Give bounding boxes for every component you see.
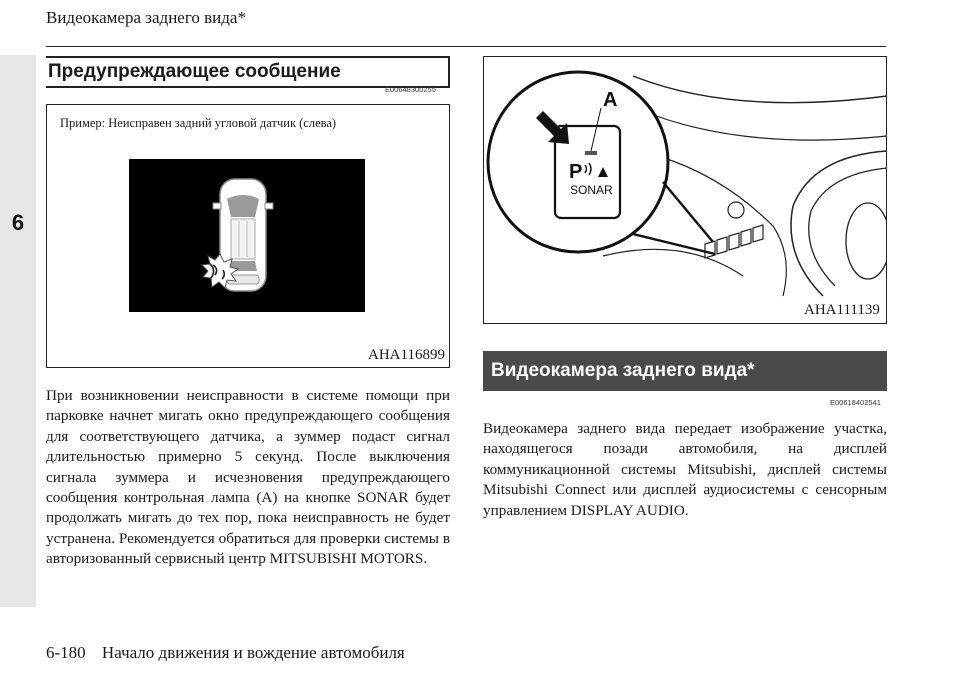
camera-section-title: Видеокамера заднего вида* xyxy=(483,351,887,391)
dashboard-figure-frame xyxy=(483,56,887,324)
dashboard-figure-id: AHA111139 xyxy=(804,302,880,318)
parking-sensor-display xyxy=(129,159,365,312)
camera-paragraph: Видеокамера заднего вида передает изображение участка, находящегося позади автомобиля, на дисплей коммуникационной системы Mitsubishi, дисплей системы Mitsubishi Connect или дисплей аудиосистемы с сенсорным управлением DISPLAY AUDIO. xyxy=(483,420,887,519)
page-number: 6-180 xyxy=(46,643,86,662)
running-head: Видеокамера заднего вида* xyxy=(46,8,246,27)
callout-label-a: A xyxy=(603,89,618,111)
warning-figure-id: AHA116899 xyxy=(368,347,445,363)
camera-section-code: E00618402541 xyxy=(830,398,881,407)
warning-paragraph: При возникновении неисправности в системе помощи при парковке начнет мигать окно предупреждающего сообщения для соответствующего датчика, а зуммер подаст сигнал длительностью примерно 5 секунд. После выключения сигнала зуммера и исчезновения предупреждающего сообщения контрольная лампа (A) на кнопке SONAR будет продолжать мигать до тех пор, пока неисправность не будет устранена. Рекомендуется обратиться для проверки системы в авторизованный сервисный центр MITSUBISHI MOTORS. xyxy=(46,387,450,568)
warning-section-code: E00648300255 xyxy=(385,85,436,94)
chapter-number: 6 xyxy=(11,210,25,235)
button-p-symbol: P xyxy=(569,161,583,183)
warning-figure-caption: Пример: Неисправен задний угловой датчик (слева) xyxy=(60,116,337,130)
button-sonar-label: SONAR xyxy=(570,183,613,197)
page-footer xyxy=(46,643,405,663)
header-rule xyxy=(46,46,886,47)
footer-chapter-title: Начало движения и вождение автомобиля xyxy=(101,643,405,662)
warning-section-title: Предупреждающее сообщение xyxy=(46,56,450,88)
chapter-side-tab xyxy=(0,55,36,607)
car-top-view-illustration xyxy=(129,159,365,312)
